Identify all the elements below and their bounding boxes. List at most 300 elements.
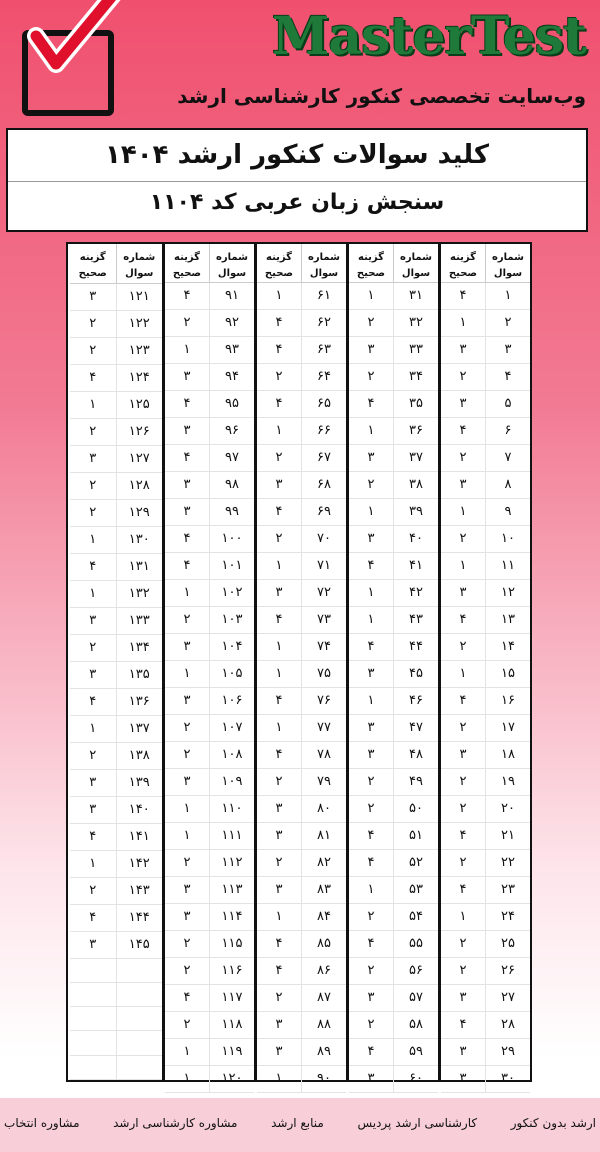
answer-cell: ۲	[349, 958, 394, 984]
footer-link[interactable]: ارشد بدون کنکور	[510, 1116, 596, 1130]
question-number-cell: ۹۹	[225, 504, 239, 519]
answer-cell: ۴	[165, 985, 210, 1011]
table-row	[70, 905, 162, 932]
question-number-cell: ۱۰۶	[221, 693, 243, 708]
question-number-cell	[117, 1031, 163, 1054]
answer-cell	[70, 1007, 117, 1030]
question-number-cell: ۱۱۷	[221, 990, 243, 1005]
answer-cell: ۳	[441, 472, 486, 498]
question-number-cell: ۱۰۹	[221, 774, 243, 789]
table-row	[349, 580, 438, 607]
table-row	[257, 715, 346, 742]
answer-cell: ۳	[441, 985, 486, 1011]
question-number-cell: ۱۳۱	[128, 558, 150, 574]
answer-cell: ۲	[441, 445, 486, 471]
answer-cell: ۳	[165, 418, 210, 444]
table-row	[441, 472, 530, 499]
question-number-cell: ۱۱۲	[221, 855, 243, 870]
question-number-cell: ۹۴	[225, 369, 239, 384]
answer-cell: ۴	[70, 554, 117, 580]
table-row	[349, 823, 438, 850]
table-header	[165, 244, 254, 283]
question-number-cell: ۲۳	[501, 882, 515, 897]
answer-cell: ۳	[165, 472, 210, 498]
answer-cell: ۴	[349, 823, 394, 849]
table-row	[257, 931, 346, 958]
answer-cell: ۴	[257, 958, 302, 984]
question-number-cell: ۱۵	[501, 666, 515, 681]
answer-cell: ۲	[441, 634, 486, 660]
table-row	[70, 446, 162, 473]
answer-cell: ۴	[165, 283, 210, 309]
answer-cell: ۳	[165, 688, 210, 714]
question-number-cell: ۷۲	[317, 585, 331, 600]
footer-link[interactable]: منابع ارشد	[271, 1116, 324, 1130]
table-row	[165, 823, 254, 850]
question-number-cell: ۹۶	[225, 423, 239, 438]
table-row	[441, 688, 530, 715]
answer-cell: ۲	[70, 419, 117, 445]
question-number-cell: ۹۸	[225, 477, 239, 492]
table-row	[441, 499, 530, 526]
table-row	[349, 553, 438, 580]
table-row	[441, 823, 530, 850]
table-row	[349, 742, 438, 769]
answer-cell: ۲	[349, 1012, 394, 1038]
question-number-cell: ۸۱	[317, 828, 331, 843]
table-row	[165, 391, 254, 418]
table-row	[70, 878, 162, 905]
question-number-cell: ۶۹	[317, 504, 331, 519]
question-number-cell: ۳۵	[409, 396, 423, 411]
table-row	[257, 472, 346, 499]
question-number-cell: ۷۳	[317, 612, 331, 627]
answer-cell: ۱	[349, 877, 394, 903]
table-row	[70, 1007, 162, 1031]
title-divider	[8, 181, 586, 182]
table-row	[165, 310, 254, 337]
footer-link[interactable]: مشاوره کارشناسی ارشد	[113, 1116, 238, 1130]
answer-cell: ۳	[257, 472, 302, 498]
table-column-group	[162, 244, 254, 1086]
answer-cell: ۴	[349, 1039, 394, 1065]
footer-link[interactable]: کارشناسی ارشد پردیس	[357, 1116, 478, 1130]
title-box	[6, 128, 588, 232]
answer-cell: ۴	[441, 688, 486, 714]
answer-cell: ۴	[70, 905, 117, 931]
answer-cell: ۲	[70, 878, 117, 904]
question-number-cell: ۴۵	[409, 666, 423, 681]
table-row	[70, 662, 162, 689]
answer-cell: ۴	[70, 689, 117, 715]
answer-cell: ۴	[257, 391, 302, 417]
table-row	[70, 554, 162, 581]
table-row	[257, 661, 346, 688]
answer-cell: ۳	[349, 445, 394, 471]
answer-cell: ۱	[257, 283, 302, 309]
question-number-cell: ۸۲	[317, 855, 331, 870]
answer-cell: ۱	[349, 283, 394, 309]
question-number-cell: ۱۲۷	[128, 450, 150, 466]
table-row	[70, 419, 162, 446]
table-column-group	[438, 244, 530, 1086]
answer-cell: ۲	[441, 715, 486, 741]
question-number-cell: ۷۱	[317, 558, 331, 573]
table-row	[257, 1012, 346, 1039]
table-row	[70, 527, 162, 554]
answer-cell: ۳	[349, 985, 394, 1011]
table-row	[257, 283, 346, 310]
table-header	[257, 244, 346, 283]
question-number-cell: ۴۰	[409, 531, 423, 546]
question-number-cell: ۷۶	[317, 693, 331, 708]
answer-cell: ۳	[349, 715, 394, 741]
table-row	[441, 769, 530, 796]
answer-cell: ۲	[257, 364, 302, 390]
table-row	[349, 364, 438, 391]
answer-cell: ۲	[70, 338, 117, 364]
question-number-cell: ۹۱	[225, 288, 239, 303]
table-row	[349, 877, 438, 904]
question-number-cell: ۱۳۹	[128, 774, 150, 790]
brand-title[interactable]: MasterTest	[271, 6, 586, 67]
question-number-cell: ۱۲۳	[128, 342, 150, 358]
answer-cell: ۴	[257, 499, 302, 525]
table-row	[441, 418, 530, 445]
question-number-cell: ۷۴	[317, 639, 331, 654]
question-number-cell: ۶۰	[409, 1071, 423, 1086]
answer-cell: ۱	[349, 688, 394, 714]
question-number-cell: ۹۲	[225, 315, 239, 330]
question-number-cell: ۹	[504, 504, 512, 519]
answer-cell: ۱	[349, 607, 394, 633]
question-number-cell: ۷۵	[317, 666, 331, 681]
question-number-cell: ۲۶	[501, 963, 515, 978]
answer-cell: ۲	[441, 769, 486, 795]
question-number-cell: ۱۰۳	[221, 612, 243, 627]
question-number-cell: ۳۱	[409, 288, 423, 303]
question-number-cell: ۷۰	[317, 531, 331, 546]
table-row	[70, 392, 162, 419]
table-row	[70, 959, 162, 983]
answer-key-table	[66, 242, 532, 1086]
answer-cell: ۱	[165, 580, 210, 606]
answer-cell: ۲	[165, 715, 210, 741]
question-number-cell: ۴۹	[409, 774, 423, 789]
table-row	[257, 418, 346, 445]
answer-cell: ۲	[349, 904, 394, 930]
answer-cell: ۴	[349, 634, 394, 660]
answer-cell: ۲	[70, 500, 117, 526]
table-row	[165, 499, 254, 526]
question-number-cell: ۸۵	[317, 936, 331, 951]
question-number-cell: ۶۶	[317, 423, 331, 438]
table-header	[70, 244, 162, 284]
table-row	[349, 1066, 438, 1093]
answer-cell: ۴	[349, 391, 394, 417]
table-row	[70, 932, 162, 959]
question-number-cell: ۳۲	[409, 315, 423, 330]
question-number-cell: ۶۱	[317, 288, 331, 303]
table-row	[70, 851, 162, 878]
question-number-cell: ۵۰	[409, 801, 423, 816]
question-number-cell: ۸۳	[317, 882, 331, 897]
answer-cell: ۳	[165, 364, 210, 390]
answer-cell: ۲	[349, 310, 394, 336]
table-row	[70, 824, 162, 851]
answer-cell	[70, 1031, 117, 1054]
table-row	[70, 365, 162, 392]
table-row	[70, 500, 162, 527]
answer-cell: ۲	[441, 526, 486, 552]
table-row	[257, 823, 346, 850]
question-number-cell: ۱۰۵	[221, 666, 243, 681]
table-row	[257, 904, 346, 931]
table-row	[441, 1012, 530, 1039]
answer-cell: ۱	[165, 337, 210, 363]
question-number-cell: ۹۰	[317, 1071, 331, 1086]
answer-cell: ۱	[257, 661, 302, 687]
answer-cell: ۲	[165, 310, 210, 336]
answer-cell: ۳	[165, 877, 210, 903]
answer-cell: ۴	[441, 1012, 486, 1038]
table-row	[441, 580, 530, 607]
table-row	[441, 1039, 530, 1066]
question-number-cell: ۳۸	[409, 477, 423, 492]
question-number-cell: ۱۲۲	[128, 315, 150, 331]
table-row	[441, 985, 530, 1012]
answer-cell: ۳	[257, 1039, 302, 1065]
answer-cell: ۳	[441, 391, 486, 417]
table-row	[349, 931, 438, 958]
table-row	[165, 364, 254, 391]
answer-cell: ۳	[70, 608, 117, 634]
question-number-cell: ۱۰۸	[221, 747, 243, 762]
question-number-cell: ۱۳	[501, 612, 515, 627]
answer-cell: ۳	[441, 1039, 486, 1065]
answer-cell: ۲	[349, 796, 394, 822]
table-row	[257, 850, 346, 877]
answer-cell: ۳	[257, 823, 302, 849]
table-row	[70, 635, 162, 662]
footer-link[interactable]: مشاوره انتخاب	[4, 1116, 80, 1130]
answer-cell: ۲	[165, 742, 210, 768]
question-number-cell	[117, 1007, 163, 1030]
table-row	[349, 1039, 438, 1066]
answer-cell: ۳	[349, 742, 394, 768]
question-number-cell: ۶۵	[317, 396, 331, 411]
question-number-cell: ۵۱	[409, 828, 423, 843]
table-row	[349, 526, 438, 553]
question-number-cell: ۱۸	[501, 747, 515, 762]
question-number-cell: ۵۹	[409, 1044, 423, 1059]
answer-cell: ۱	[70, 716, 117, 742]
question-number-cell: ۴۱	[409, 558, 423, 573]
answer-cell: ۲	[257, 985, 302, 1011]
question-number-cell: ۵۳	[409, 882, 423, 897]
answer-cell: ۲	[165, 1012, 210, 1038]
table-row	[441, 850, 530, 877]
question-number-cell: ۱۳۴	[128, 639, 150, 655]
answer-cell: ۳	[257, 796, 302, 822]
table-row	[165, 796, 254, 823]
question-number-cell: ۳۳	[409, 342, 423, 357]
header-question-number: شماره سوال	[123, 252, 156, 279]
answer-cell	[70, 983, 117, 1006]
question-number-cell: ۸	[504, 477, 512, 492]
answer-cell: ۱	[165, 796, 210, 822]
table-row	[441, 553, 530, 580]
table-row	[165, 553, 254, 580]
answer-cell: ۴	[70, 824, 117, 850]
question-number-cell: ۳۹	[409, 504, 423, 519]
page-subtitle: سنجش زبان عربی کد ۱۱۰۴	[149, 190, 445, 215]
question-number-cell: ۱۱۳	[221, 882, 243, 897]
table-row	[441, 958, 530, 985]
answer-cell: ۲	[441, 958, 486, 984]
table-row	[257, 769, 346, 796]
table-row	[165, 850, 254, 877]
question-number-cell: ۱۲	[501, 585, 515, 600]
table-row	[349, 310, 438, 337]
answer-cell: ۳	[165, 499, 210, 525]
question-number-cell: ۲۴	[501, 909, 515, 924]
table-row	[165, 418, 254, 445]
table-row	[349, 445, 438, 472]
table-row	[349, 337, 438, 364]
answer-cell: ۴	[257, 688, 302, 714]
answer-cell: ۴	[441, 418, 486, 444]
table-row	[165, 607, 254, 634]
answer-cell: ۱	[349, 499, 394, 525]
answer-cell: ۳	[349, 526, 394, 552]
question-number-cell: ۱۳۰	[128, 531, 150, 547]
table-row	[441, 661, 530, 688]
answer-cell: ۱	[70, 851, 117, 877]
question-number-cell: ۸۶	[317, 963, 331, 978]
question-number-cell: ۳۷	[409, 450, 423, 465]
table-row	[349, 499, 438, 526]
answer-cell: ۳	[349, 661, 394, 687]
header-correct-answer: گزینه صحیح	[441, 244, 486, 282]
header-correct-answer: گزینه صحیح	[70, 244, 117, 283]
table-row	[257, 526, 346, 553]
header-question-number: شماره سوال	[308, 252, 340, 279]
question-number-cell: ۱۰۲	[221, 585, 243, 600]
question-number-cell: ۲۸	[501, 1017, 515, 1032]
table-header	[349, 244, 438, 283]
answer-cell: ۲	[441, 850, 486, 876]
answer-cell: ۴	[165, 553, 210, 579]
answer-cell: ۴	[70, 365, 117, 391]
question-number-cell: ۸۸	[317, 1017, 331, 1032]
header-question-number: شماره سوال	[216, 252, 248, 279]
table-row	[257, 364, 346, 391]
question-number-cell: ۲۹	[501, 1044, 515, 1059]
answer-cell: ۴	[257, 310, 302, 336]
answer-cell	[70, 959, 117, 982]
answer-cell: ۲	[257, 769, 302, 795]
answer-cell: ۱	[441, 904, 486, 930]
table-row	[70, 311, 162, 338]
answer-cell: ۲	[257, 526, 302, 552]
question-number-cell: ۲	[504, 315, 512, 330]
question-number-cell: ۸۹	[317, 1044, 331, 1059]
question-number-cell: ۱۱	[501, 558, 515, 573]
question-number-cell: ۱۱۹	[221, 1044, 243, 1059]
table-row	[70, 716, 162, 743]
table-row	[349, 283, 438, 310]
question-number-cell: ۸۰	[317, 801, 331, 816]
table-row	[257, 688, 346, 715]
question-number-cell: ۱۳۸	[128, 747, 150, 763]
header-correct-answer: گزینه صحیح	[165, 244, 210, 282]
question-number-cell: ۱۱۸	[221, 1017, 243, 1032]
table-row	[165, 742, 254, 769]
answer-cell: ۲	[349, 364, 394, 390]
question-number-cell: ۱۲۰	[221, 1071, 243, 1086]
answer-cell: ۳	[165, 634, 210, 660]
answer-cell: ۱	[257, 634, 302, 660]
question-number-cell: ۷۹	[317, 774, 331, 789]
question-number-cell: ۶۳	[317, 342, 331, 357]
answer-cell: ۱	[257, 715, 302, 741]
question-number-cell: ۲۰	[501, 801, 515, 816]
table-row	[257, 337, 346, 364]
question-number-cell: ۱۳۷	[128, 720, 150, 736]
question-number-cell: ۱۴۴	[128, 909, 150, 925]
question-number-cell: ۳۶	[409, 423, 423, 438]
question-number-cell: ۷۷	[317, 720, 331, 735]
table-row	[165, 904, 254, 931]
table-row	[349, 769, 438, 796]
question-number-cell: ۶۸	[317, 477, 331, 492]
table-row	[441, 391, 530, 418]
answer-cell: ۱	[165, 1066, 210, 1092]
table-row	[349, 985, 438, 1012]
question-number-cell: ۱۲۹	[128, 504, 150, 520]
question-number-cell: ۱۲۶	[128, 423, 150, 439]
question-number-cell: ۳۰	[501, 1071, 515, 1086]
answer-cell: ۴	[441, 877, 486, 903]
answer-cell: ۴	[257, 742, 302, 768]
table-row	[441, 283, 530, 310]
question-number-cell: ۱۷	[501, 720, 515, 735]
table-row	[349, 850, 438, 877]
table-row	[441, 364, 530, 391]
table-row	[165, 580, 254, 607]
question-number-cell: ۷	[504, 450, 512, 465]
table-row	[165, 337, 254, 364]
table-row	[165, 526, 254, 553]
table-row	[70, 689, 162, 716]
question-number-cell: ۱۴۱	[128, 828, 150, 844]
answer-cell: ۴	[165, 526, 210, 552]
answer-cell: ۳	[257, 877, 302, 903]
question-number-cell: ۱۱۶	[221, 963, 243, 978]
table-row	[70, 338, 162, 365]
question-number-cell: ۶۴	[317, 369, 331, 384]
table-row	[70, 284, 162, 311]
table-row	[257, 553, 346, 580]
table-row	[349, 688, 438, 715]
question-number-cell: ۱۲۸	[128, 477, 150, 493]
table-row	[70, 473, 162, 500]
answer-cell: ۲	[165, 607, 210, 633]
table-row	[257, 877, 346, 904]
answer-cell: ۱	[70, 392, 117, 418]
answer-cell: ۴	[441, 283, 486, 309]
